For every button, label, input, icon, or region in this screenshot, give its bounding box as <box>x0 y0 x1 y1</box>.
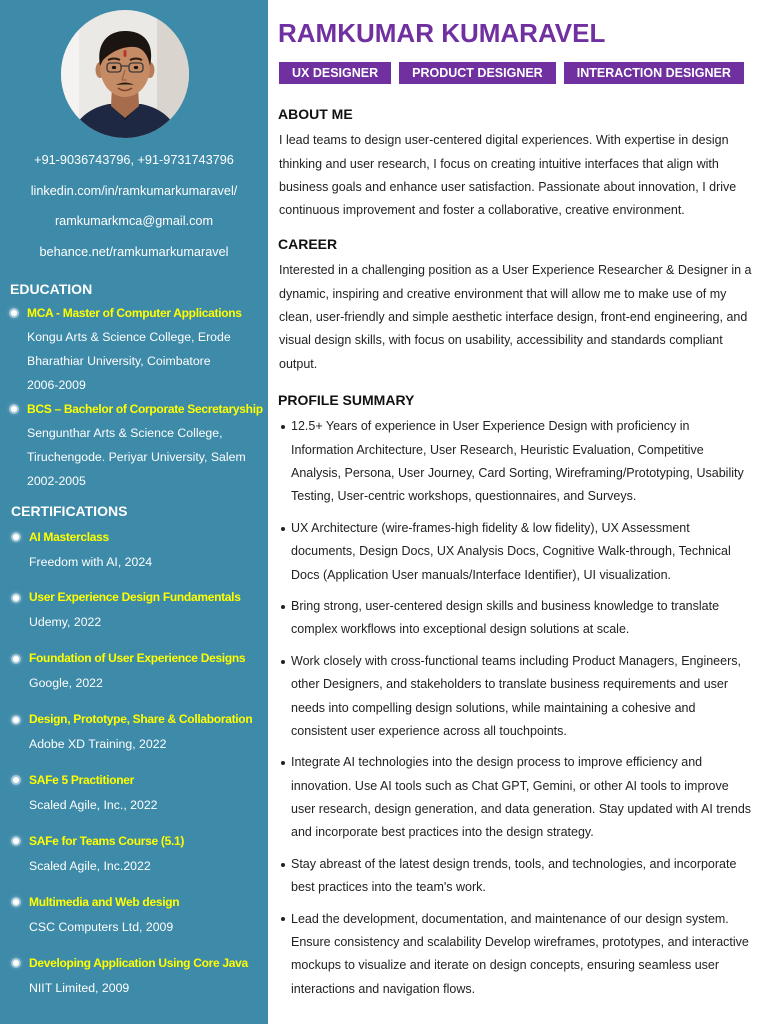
phone-numbers: +91-9036743796, +91-9731743796 <box>34 153 234 167</box>
radio-dot-icon <box>13 717 19 723</box>
profile-photo-frame <box>61 10 189 138</box>
profile-summary-list <box>278 415 758 1001</box>
summary-text-line: best practices into the team's work. <box>291 880 486 895</box>
summary-text-line: complex workflows into exceptional design solutions at scale. <box>291 622 630 637</box>
about-heading: ABOUT ME <box>278 106 353 122</box>
role-tags <box>279 62 744 84</box>
summary-text-line: Lead the development, documentation, and maintenance of our design system. <box>291 911 729 926</box>
summary-text-line: documents, Design Docs, UX Analysis Docs, Cognitive Walk-through, Technical <box>291 544 731 559</box>
summary-text-line: mockups to visualize and iterate on design concepts, ensuring seamless user <box>291 958 720 973</box>
bullet-dot-icon <box>281 917 285 921</box>
profile-summary-heading: PROFILE SUMMARY <box>278 392 415 408</box>
certification-issuer: Freedom with AI, 2024 <box>29 554 153 569</box>
summary-text-line: Integrate AI technologies into the design process to improve efficiency and <box>291 755 703 770</box>
certification-title: SAFe for Teams Course (5.1) <box>29 833 185 848</box>
certification-entry <box>0 829 268 890</box>
certification-title-row <box>0 707 268 732</box>
certifications-heading: CERTIFICATIONS <box>11 503 128 519</box>
summary-text-line: Ensure consistency and scalability Develop wireframes, prototypes, and interactive <box>291 935 749 950</box>
summary-text-line: 12.5+ Years of experience in User Experience Design with proficiency in <box>291 419 690 434</box>
summary-bullet <box>278 415 758 508</box>
summary-text-line: Testing, User-centric workshops, questionnaires, and Surveys. <box>291 489 637 504</box>
certification-issuer: Adobe XD Training, 2022 <box>29 737 167 752</box>
certification-title: AI Masterclass <box>29 529 109 544</box>
contact-info <box>0 145 268 268</box>
career-text-line: Interested in a challenging position as a User Experience Researcher & Designer in a <box>279 263 752 278</box>
summary-text-line: Stay abreast of the latest design trends, tools, and technologies, and incorporate <box>291 856 737 871</box>
radio-dot-icon <box>13 534 19 540</box>
radio-dot-icon <box>13 777 19 783</box>
bullet-dot-icon <box>281 605 285 609</box>
certification-entry <box>0 525 268 586</box>
summary-text-line: innovation. Use AI tools such as Chat GPT, Gemini, or other AI tools to improve <box>291 778 729 793</box>
certification-entry <box>0 585 268 646</box>
bullet-dot-icon <box>281 761 285 765</box>
summary-text-line: Work closely with cross-functional teams including Product Managers, Engineers, <box>291 653 741 668</box>
career-paragraph <box>278 259 758 376</box>
career-text-line: visual design skills, with focus on usability, accessibility and standards compliant <box>279 333 723 348</box>
certification-title-row <box>0 951 268 976</box>
bullet-dot-icon <box>281 527 285 531</box>
summary-text-line: interactions and navigation flows. <box>291 981 476 996</box>
career-text-line: output. <box>279 356 318 371</box>
summary-text-line: Information Architecture, User Research, Heuristic Evaluation, Competitive <box>291 442 704 457</box>
certifications-list <box>0 525 268 1012</box>
certification-issuer: Udemy, 2022 <box>29 615 102 630</box>
certification-title: Developing Application Using Core Java <box>29 955 248 970</box>
summary-bullet <box>278 517 758 587</box>
radio-dot-icon <box>13 960 19 966</box>
education-detail: Tiruchengode. Periyar University, Salem <box>27 450 246 464</box>
education-detail: Kongu Arts & Science College, Erode <box>27 330 231 344</box>
certification-entry <box>0 768 268 829</box>
bullet-dot-icon <box>281 863 285 867</box>
radio-dot-icon <box>11 406 17 412</box>
certification-issuer: CSC Computers Ltd, 2009 <box>29 919 174 934</box>
certification-entry <box>0 890 268 951</box>
summary-text-line: Docs (Application User manuals/Interface Identifier), UI visualization. <box>291 567 672 582</box>
certification-entry <box>0 646 268 707</box>
education-degree-row <box>0 301 268 325</box>
about-text-line: I lead teams to design user-centered digital experiences. With expertise in design <box>279 133 729 148</box>
summary-bullet <box>278 908 758 1001</box>
certification-issuer: NIIT Limited, 2009 <box>29 980 130 995</box>
about-text-line: thinking and user research, I focus on creating intuitive interfaces that align with <box>279 156 719 171</box>
certification-title-row <box>0 829 268 854</box>
role-tag-ux-designer: UX DESIGNER <box>279 62 391 84</box>
certification-issuer: Google, 2022 <box>29 676 103 691</box>
education-heading: EDUCATION <box>10 281 93 297</box>
certification-title-row <box>0 768 268 793</box>
certification-title-row <box>0 585 268 610</box>
summary-bullet <box>278 595 758 642</box>
certification-issuer: Scaled Agile, Inc.2022 <box>29 858 151 873</box>
main-content <box>278 0 758 1024</box>
education-list <box>0 301 268 493</box>
behance-link[interactable]: behance.net/ramkumarkumaravel <box>39 245 229 260</box>
certification-title: Foundation of User Experience Designs <box>29 651 246 666</box>
profile-photo <box>61 10 189 138</box>
education-years: 2002-2005 <box>27 474 86 488</box>
bullet-dot-icon <box>281 660 285 664</box>
certification-entry <box>0 707 268 768</box>
degree-title: BCS – Bachelor of Corporate Secretaryship <box>27 402 263 416</box>
education-detail: Sengunthar Arts & Science College, <box>27 426 223 440</box>
certification-title-row <box>0 646 268 671</box>
career-text-line: clean, user-friendly and simple aesthetic interface design, front-end engineering, and <box>279 310 748 325</box>
summary-bullet <box>278 751 758 844</box>
email-link[interactable]: ramkumarkmca@gmail.com <box>54 214 214 229</box>
degree-title: MCA - Master of Computer Applications <box>27 306 242 320</box>
sidebar <box>0 0 268 1024</box>
radio-dot-icon <box>11 310 17 316</box>
career-section <box>278 234 758 376</box>
summary-text-line: Analysis, Persona, User Journey, Card Sorting, Wireframing/Prototyping, Usability <box>291 465 744 480</box>
profile-summary-section <box>278 390 758 1009</box>
about-text-line: continuous improvement and foster a collaborative, creative environment. <box>279 203 685 218</box>
certification-title-row <box>0 525 268 550</box>
summary-text-line: consistent user experience across all touchpoints. <box>291 723 567 738</box>
about-section <box>278 104 758 223</box>
linkedin-link[interactable]: linkedin.com/in/ramkumarkumaravel/ <box>30 183 238 198</box>
summary-text-line: other Designers, and stakeholders to translate business requirements and user <box>291 677 729 692</box>
education-degree-row <box>0 397 268 421</box>
radio-dot-icon <box>13 899 19 905</box>
summary-text-line: UX Architecture (wire-frames-high fidelity & low fidelity), UX Assessment <box>291 520 690 535</box>
role-tag-product-designer: PRODUCT DESIGNER <box>399 62 556 84</box>
summary-text-line: Bring strong, user-centered design skills and business knowledge to translate <box>291 598 720 613</box>
summary-bullet <box>278 853 758 900</box>
radio-dot-icon <box>13 838 19 844</box>
career-text-line: dynamic, inspiring and creative environment that will allow me to make use of my <box>279 286 727 301</box>
education-years: 2006-2009 <box>27 378 86 392</box>
role-tag-interaction-designer: INTERACTION DESIGNER <box>564 62 744 84</box>
certification-entry <box>0 951 268 1012</box>
radio-dot-icon <box>13 656 19 662</box>
certification-issuer: Scaled Agile, Inc., 2022 <box>29 797 158 812</box>
certification-title: Multimedia and Web design <box>29 894 180 909</box>
certification-title: SAFe 5 Practitioner <box>29 772 135 787</box>
summary-text-line: needs into compelling design solutions, while maintaining a cohesive and <box>291 700 696 715</box>
summary-text-line: user research, design generation, and data generation. Stay updated with AI trends <box>291 802 752 817</box>
certification-title-row <box>0 890 268 915</box>
about-paragraph <box>278 129 758 223</box>
certification-title: Design, Prototype, Share & Collaboration <box>29 712 253 727</box>
about-text-line: business goals and enhance user satisfaction. Passionate about innovation, I drive <box>279 180 737 195</box>
career-heading: CAREER <box>278 236 338 252</box>
candidate-name: RAMKUMAR KUMARAVEL <box>278 18 606 48</box>
summary-bullet <box>278 650 758 743</box>
summary-text-line: and incorporate best practices into the design strategy. <box>291 825 594 840</box>
certification-title: User Experience Design Fundamentals <box>29 590 241 605</box>
radio-dot-icon <box>13 595 19 601</box>
bullet-dot-icon <box>281 425 285 429</box>
education-detail: Bharathiar University, Coimbatore <box>27 354 211 368</box>
